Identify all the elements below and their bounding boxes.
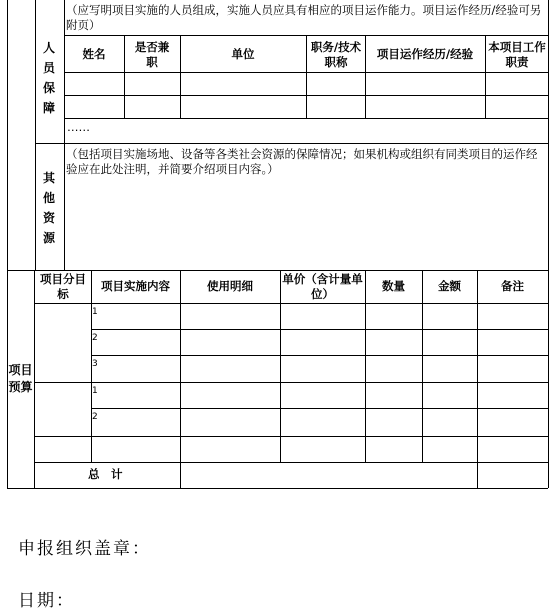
- date-label: 日期：: [18, 591, 75, 611]
- column-header: 数量: [382, 279, 405, 293]
- total-label: 总 计: [88, 467, 123, 481]
- column-header: 项目实施内容: [101, 279, 170, 293]
- column-header: 姓名: [82, 47, 106, 61]
- column-header: 备注: [501, 279, 524, 293]
- row-number: 3: [92, 359, 98, 369]
- column-header: 职务/技术职称: [310, 40, 362, 69]
- column-header: 本项目工作职责: [488, 40, 546, 69]
- column-header: 项目运作经历/经验: [376, 47, 474, 61]
- column-header: 是否兼职: [134, 40, 170, 69]
- other-resources-section-label: 其他资源: [42, 171, 55, 245]
- personnel-section-label: 人员保障: [42, 41, 55, 115]
- row-number: 1: [92, 307, 98, 317]
- column-header: 单价（含计量单位）: [282, 272, 363, 301]
- other-resources-note: （包括项目实施场地、设备等各类社会资源的保障情况；如果机构或组织有同类项目的运作经验应在此处注明，并简要介绍项目内容。）: [66, 147, 538, 176]
- row-number: 2: [92, 412, 98, 422]
- row-number: 1: [92, 386, 98, 396]
- budget-section-label: 项目预算: [8, 363, 33, 394]
- ellipsis: ……: [67, 120, 90, 134]
- column-header: 单位: [231, 47, 255, 61]
- table-divider: [35, 0, 36, 270]
- column-header: 使用明细: [207, 279, 253, 293]
- table-divider: [64, 0, 65, 270]
- column-header: 项目分目标: [40, 272, 86, 301]
- table-border-right: [548, 0, 549, 488]
- row-number: 2: [92, 333, 98, 343]
- seal-label: 申报组织盖章：: [18, 539, 151, 559]
- column-header: 金额: [438, 279, 461, 293]
- table-border-left: [7, 0, 8, 488]
- personnel-note: （应写明项目实施的人员组成，实施人员应具有相应的项目运作能力。项目运作经历/经验可另附页）: [66, 3, 542, 32]
